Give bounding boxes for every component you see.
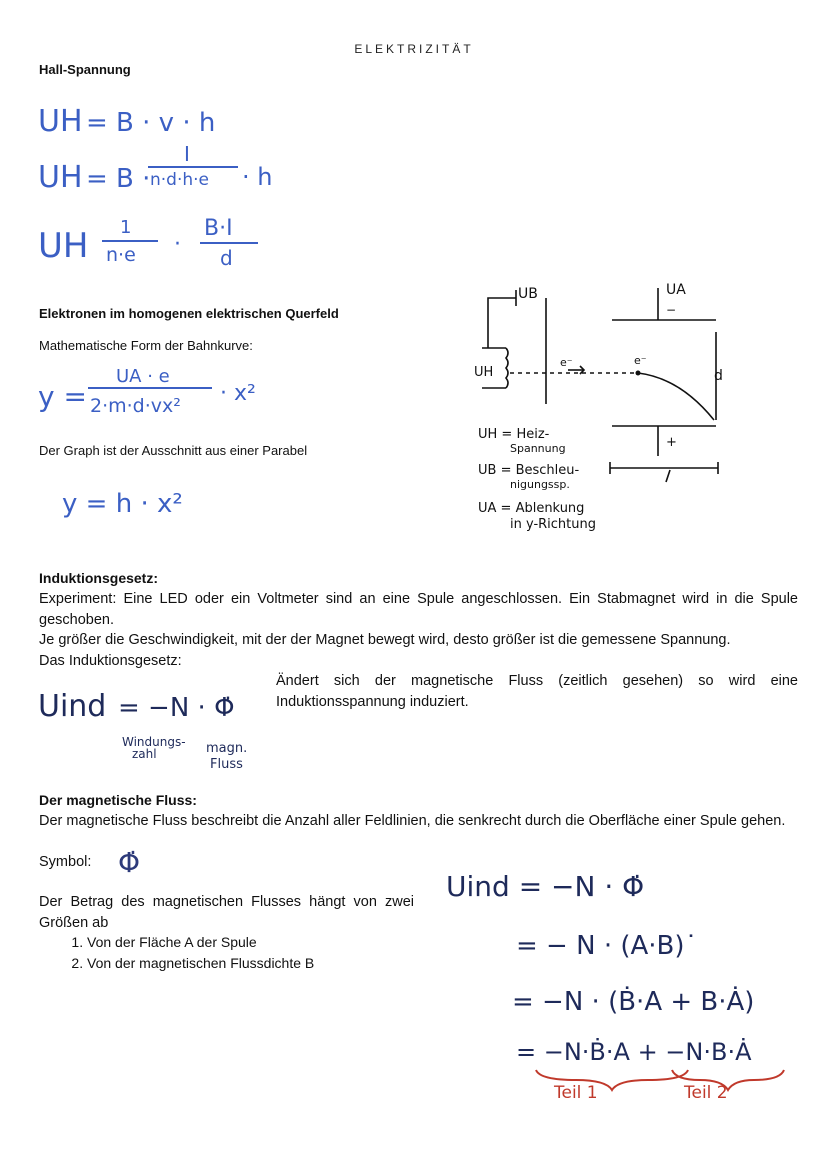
- traj-tail: · x²: [220, 381, 256, 406]
- diag-plus: +: [666, 435, 677, 450]
- teil2-label: Teil 2: [684, 1083, 728, 1103]
- legend-ub2: nigungssp.: [510, 478, 570, 491]
- diag-ub: UB: [518, 286, 538, 302]
- symbol-label: Symbol:: [39, 854, 92, 870]
- hall-eq1-lhs: UH: [38, 104, 83, 139]
- hall-eq3-f1num: 1: [120, 217, 132, 238]
- math-form-label: Mathematische Form der Bahnkurve:: [39, 338, 253, 353]
- deriv-line1: Uind = −N · Φ̇: [446, 870, 645, 903]
- legend-ub: UB = Beschleu-: [478, 463, 580, 478]
- flux-heading: Der magnetische Fluss:: [39, 792, 197, 808]
- ub-wire: [488, 298, 516, 348]
- list-item: 2. Von der magnetischen Flussdichte B: [87, 953, 314, 974]
- deflection-diagram: [470, 278, 723, 536]
- induction-experiment: Experiment: Eine LED oder ein Voltmeter sind an eine Spule angeschlossen. Ein Stabmagnet wird in die Spule geschoben.: [39, 591, 798, 628]
- induction-side-text: Ändert sich der magnetische Fluss (zeitlich gesehen) so wird eine Induktionsspannung induziert.: [276, 673, 798, 710]
- querfeld-heading: Elektronen im homogenen elektrischen Querfeld: [39, 306, 339, 321]
- ind-rhs: = −N · Φ̇: [118, 693, 235, 723]
- deriv-line2: = − N · (A·B)˙: [516, 931, 698, 961]
- ind-label2b: Fluss: [210, 757, 243, 772]
- flux-derivation: [444, 862, 784, 1112]
- hall-eq3-lhs: UH: [38, 226, 89, 266]
- hall-eq3-f2num: B·I: [204, 216, 233, 241]
- trajectory-equation: [36, 356, 276, 426]
- diag-uh: UH: [474, 365, 494, 380]
- flux-factor-list: [39, 932, 314, 974]
- heater-coil: [506, 348, 508, 388]
- deriv-line4: = −N·Ḃ·A + −N·B·Ȧ: [516, 1038, 752, 1066]
- induction-equation: [36, 672, 276, 782]
- deriv-line3: = −N · (Ḃ·A + B·Ȧ): [512, 987, 755, 1017]
- electron-dot: [636, 371, 641, 376]
- diag-e2: e⁻: [634, 354, 647, 367]
- deflection-curve: [638, 373, 714, 420]
- induction-heading: Induktionsgesetz:: [39, 570, 159, 586]
- parabola-text: Der Graph ist der Ausschnitt aus einer Parabel: [39, 443, 308, 458]
- hall-eq2-b: = B ·: [86, 164, 151, 194]
- ind-lhs: Uind: [38, 689, 107, 724]
- induction-label: Das Induktionsgesetz:: [39, 653, 182, 669]
- teil1-label: Teil 1: [554, 1083, 598, 1103]
- ind-label1: Windungs-: [122, 735, 186, 749]
- diag-ua: UA: [666, 282, 686, 298]
- parabola-equation: [60, 478, 210, 523]
- hall-eq1-rhs: = B · v · h: [86, 108, 216, 138]
- ind-label1b: zahl: [132, 747, 157, 761]
- legend-uh: UH = Heiz-: [478, 427, 550, 442]
- hall-eq3-f1den: n·e: [106, 244, 136, 266]
- flux-symbol: Φ̇: [118, 846, 141, 879]
- list-item: 1. Von der Fläche A der Spule: [87, 932, 314, 953]
- ind-label2: magn.: [206, 741, 248, 756]
- induction-speed: Je größer die Geschwindigkeit, mit der der Magnet bewegt wird, desto größer ist die gemessene Spannung.: [39, 632, 731, 648]
- flux-description: Der magnetische Fluss beschreibt die Anzahl aller Feldlinien, die senkrecht durch die Oberfläche einer Spule gehen.: [39, 813, 786, 829]
- diag-d: d: [714, 368, 723, 384]
- hall-heading: Hall-Spannung: [39, 62, 131, 77]
- hall-eq2-num: I: [184, 142, 190, 166]
- legend-ua2: in y-Richtung: [510, 517, 596, 532]
- traj-lhs: y =: [38, 380, 87, 413]
- hall-eq2-lhs: UH: [38, 160, 83, 195]
- parabola-eq: y = h · x²: [62, 489, 183, 519]
- hall-eq2-den: n·d·h·e: [150, 170, 210, 190]
- hall-eq3-f2den: d: [220, 246, 233, 270]
- legend-uh2: Spannung: [510, 442, 566, 455]
- hall-eq3-dot: ·: [174, 232, 181, 257]
- hall-equations: [36, 95, 296, 280]
- legend-ua: UA = Ablenkung: [478, 501, 585, 516]
- traj-den: 2·m·d·vx²: [90, 395, 181, 417]
- hall-eq2-tail: · h: [242, 163, 273, 191]
- flux-magnitude-text: Der Betrag des magnetischen Flusses hängt von zwei Größen ab: [39, 894, 414, 931]
- diag-e1: e⁻: [560, 356, 573, 369]
- page-header: ELEKTRIZITÄT: [354, 42, 474, 56]
- traj-num: UA · e: [116, 366, 170, 387]
- diag-minus: −: [666, 303, 677, 317]
